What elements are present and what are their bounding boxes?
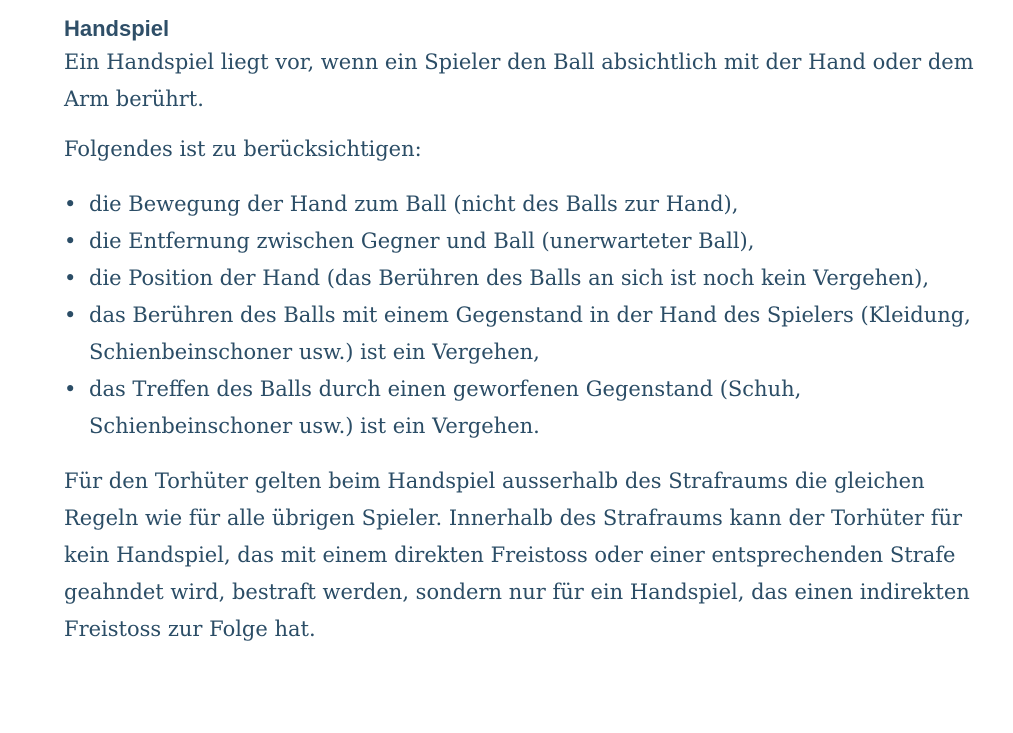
list-item xyxy=(64,223,994,260)
list-item-text: die Position der Hand (das Berühren des Balls an sich ist noch kein Vergehen), xyxy=(89,266,930,290)
list-item-text: die Entfernung zwischen Gegner und Ball (unerwarteter Ball), xyxy=(89,229,755,253)
list-item xyxy=(64,297,994,371)
bullet-icon: • xyxy=(64,303,77,327)
closing-paragraph: Für den Torhüter gelten beim Handspiel ausserhalb des Strafraums die gleichen Regeln wie für alle übrigen Spieler. Innerhalb des Strafraums kann der Torhüter für kein Handspiel, das mit einem direkten Freistoss oder einer entsprechenden Strafe geahndet wird, bestraft werden, sondern nur für ein Handspiel, das einen indirekten Freistoss zur Folge hat. xyxy=(64,469,970,641)
list-item-text: das Treffen des Balls durch einen geworfenen Gegenstand (Schuh, Schienbeinschoner usw.) ist ein Vergehen. xyxy=(89,377,802,438)
list-item-text: die Bewegung der Hand zum Ball (nicht des Balls zur Hand), xyxy=(89,192,739,216)
document-page xyxy=(64,14,994,648)
bullet-icon: • xyxy=(64,192,77,216)
lead-paragraph: Folgendes ist zu berücksichtigen: xyxy=(64,137,422,161)
bullet-icon: • xyxy=(64,229,77,253)
list-item xyxy=(64,371,994,445)
list-item xyxy=(64,260,994,297)
bullet-icon: • xyxy=(64,377,77,401)
section-heading: Handspiel xyxy=(64,16,170,41)
bullet-icon: • xyxy=(64,266,77,290)
considerations-list xyxy=(64,186,994,445)
list-item xyxy=(64,186,994,223)
list-item-text: das Berühren des Balls mit einem Gegenstand in der Hand des Spielers (Kleidung, Schienbeinschoner usw.) ist ein Vergehen, xyxy=(89,303,971,364)
intro-paragraph: Ein Handspiel liegt vor, wenn ein Spieler den Ball absichtlich mit der Hand oder dem Arm berührt. xyxy=(64,50,974,111)
